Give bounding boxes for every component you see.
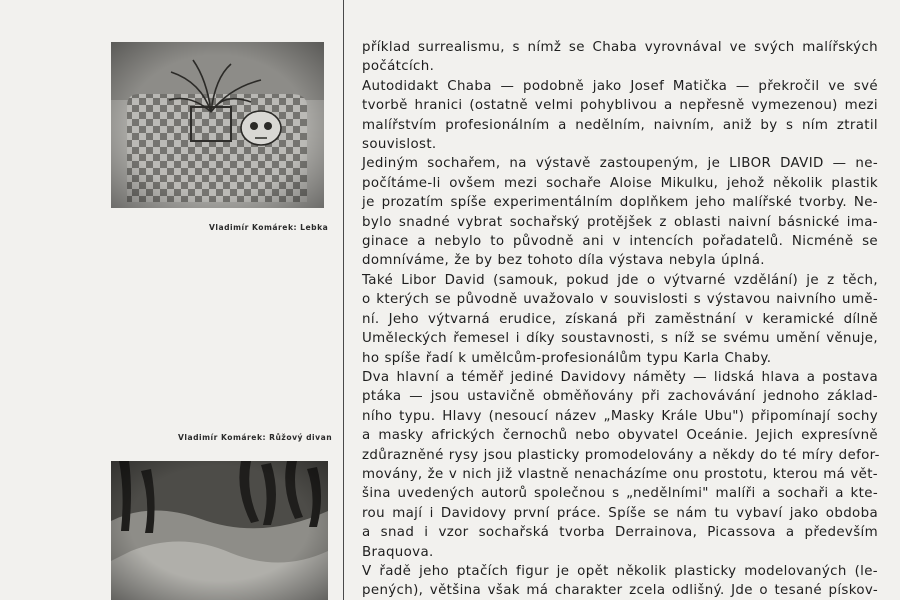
text-line: V řadě jeho ptačích figur je opět několik plasticky modelovaných (le- xyxy=(362,563,878,579)
text-line: pených), většina však má charakter zcela odlišný. Jde o tesané pískov- xyxy=(362,583,878,599)
article-body xyxy=(362,38,878,600)
ruzovy-divan-artwork-image xyxy=(111,461,328,600)
lebka-artwork-image xyxy=(111,42,324,208)
text-line: Braquova. xyxy=(362,544,434,560)
text-line: bylo snadné vybrat sochařský protějšek z oblasti naivní básnické ima- xyxy=(362,214,878,230)
figure-lebka-photo xyxy=(111,42,324,208)
text-line: domníváme, že by bez tohoto díla výstava nebyla úplná. xyxy=(362,253,765,269)
text-line: počátcích. xyxy=(362,59,435,75)
figure-ruzovy-divan-caption: Vladimír Komárek: Růžový divan xyxy=(178,433,333,442)
text-line: a snad i vzor sochařská tvorba Derrainova, Picassova a především xyxy=(362,525,878,541)
text-line: Autodidakt Chaba — podobně jako Josef Matička — překročil ve své xyxy=(362,78,878,94)
text-line: malířstvím profesionálním a nedělním, naivním, aniž by s ním ztratil xyxy=(362,117,878,133)
text-line: o kterých se původně uvažovalo v souvislosti s výstavou naivního umě- xyxy=(362,292,878,308)
paragraph-1 xyxy=(362,38,878,77)
paragraph-6 xyxy=(362,562,878,600)
text-line: ní. Jeho výtvarná erudice, získaná při zaměstnání v keramické dílně xyxy=(362,311,878,327)
paragraph-4 xyxy=(362,271,878,368)
text-line: počítáme-li ovšem mezi sochaře Aloise Mikulku, jehož několik plastik xyxy=(362,175,878,191)
text-line: ptáka — jsou ustavičně obměňovány při zachovávání jednoho základ- xyxy=(362,389,878,405)
figure-ruzovy-divan-photo xyxy=(111,461,328,600)
text-line: movány, že v nich již vlastně nenacházíme onu prostotu, kterou má vět- xyxy=(362,466,878,482)
text-line: zdůrazněné rysy jsou plasticky promodelovány a někdy do té míry defor- xyxy=(362,447,880,463)
text-line: ginace a nebylo to původně ani v intencích pořadatelů. Nicméně se xyxy=(362,234,878,250)
text-line: ho spíše řadí k umělcům-profesionálům typu Karla Chaby. xyxy=(362,350,772,366)
paragraph-5 xyxy=(362,368,878,562)
paragraph-3 xyxy=(362,154,878,270)
text-line: a masky afrických černochů nebo obyvatel Oceánie. Jejich expresívně xyxy=(362,428,878,444)
text-line: šina uvedených autorů společnou s „nedělními" malíři a sochaři a kte- xyxy=(362,486,878,502)
figure-lebka-caption: Vladimír Komárek: Lebka xyxy=(209,223,329,232)
text-line: rou mají i Davidovy první práce. Spíše se nám tu vybaví jako obdoba xyxy=(362,505,878,521)
right-column xyxy=(344,0,900,600)
text-line: Uměleckých řemesel i díky soustavnosti, s níž se svému umění věnuje, xyxy=(362,331,878,347)
text-line: Dva hlavní a téměř jediné Davidovy náměty — lidská hlava a postava xyxy=(362,369,878,385)
left-column xyxy=(0,0,343,600)
text-line: Také Libor David (samouk, pokud jde o výtvarné vzdělání) je z těch, xyxy=(362,272,878,288)
paragraph-2 xyxy=(362,77,878,155)
text-line: souvislost. xyxy=(362,137,437,153)
text-line: je prozatím spíše experimentálním doplňkem jeho malířské tvorby. Ne- xyxy=(362,195,878,211)
text-line: tvorbě hranici (ostatně velmi pohyblivou a nepřesně vymezenou) mezi xyxy=(362,98,878,114)
text-line: Jediným sochařem, na výstavě zastoupeným, je LIBOR DAVID — ne- xyxy=(362,156,878,172)
text-line: příklad surrealismu, s nímž se Chaba vyrovnával ve svých malířských xyxy=(362,40,878,55)
text-line: ního typu. Hlavy (nesoucí název „Masky Krále Ubu") připomínají sochy xyxy=(362,408,878,424)
